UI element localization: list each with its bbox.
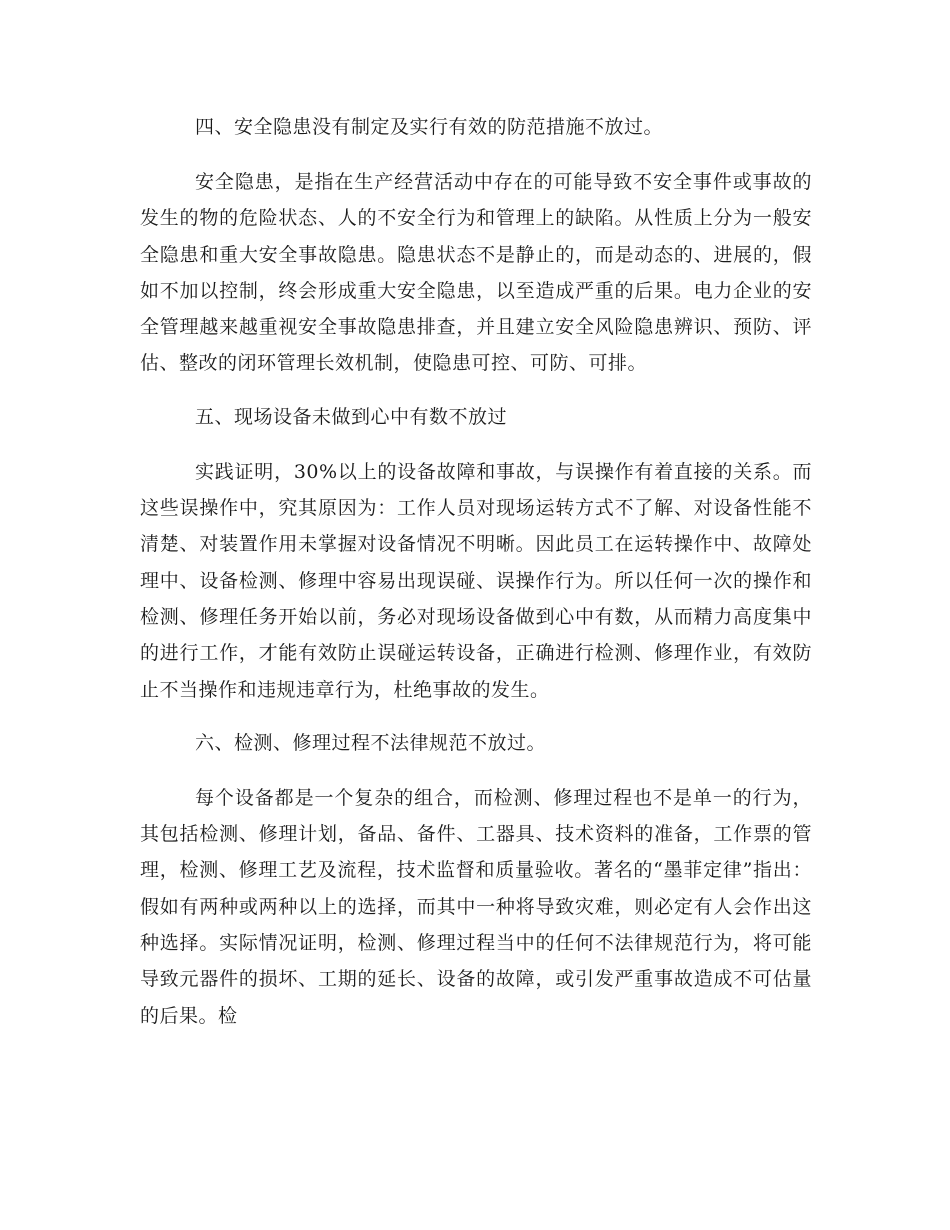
section-paragraph-4: 安全隐患，是指在生产经营活动中存在的可能导致不安全事件或事故的发生的物的危险状态、人的不安全行为和管理上的缺陷。从性质上分为一般安全隐患和重大安全事故隐患。隐患状态不是静止的，而是动态的、进展的，假如不加以控制，终会形成重大安全隐患，以至造成严重的后果。电力企业的安全管理越来越重视安全事故隐患排查，并且建立安全风险隐患辨识、预防、评估、整改的闭环管理长效机制，使隐患可控、可防、可排。: [140, 171, 812, 375]
section-heading-6: 六、检测、修理过程不法律规范不放过。: [195, 731, 547, 754]
document-body: [140, 110, 812, 1034]
section-heading-4: 四、安全隐患没有制定及实行有效的防范措施不放过。: [195, 116, 664, 138]
section-paragraph-6: 每个设备都是一个复杂的组合，而检测、修理过程也不是单一的行为，其包括检测、修理计划，备品、备件、工器具、技术资料的准备，工作票的管理，检测、修理工艺及流程，技术监督和质量验收。著名的“墨菲定律”指出：假如有两种或两种以上的选择，而其中一种将导致灾难，则必定有人会作出这种选择。实际情况证明，检测、修理过程当中的任何不法律规范行为，将可能导致元器件的损坏、工期的延长、设备的故障，或引发严重事故造成不可估量的后果。检: [140, 786, 812, 1027]
section-paragraph-5: 实践证明，30%以上的设备故障和事故，与误操作有着直接的关系。而这些误操作中，究其原因为：工作人员对现场运转方式不了解、对设备性能不清楚、对装置作用未掌握对设备情况不明晰。因此员工在运转操作中、故障处理中、设备检测、修理中容易出现误碰、误操作行为。所以任何一次的操作和检测、修理任务开始以前，务必对现场设备做到心中有数，从而精力高度集中的进行工作，才能有效防止误碰运转设备，正确进行检测、修理作业，有效防止不当操作和违规违章行为，杜绝事故的发生。: [140, 460, 812, 701]
section-heading-5: 五、现场设备未做到心中有数不放过: [195, 405, 508, 428]
